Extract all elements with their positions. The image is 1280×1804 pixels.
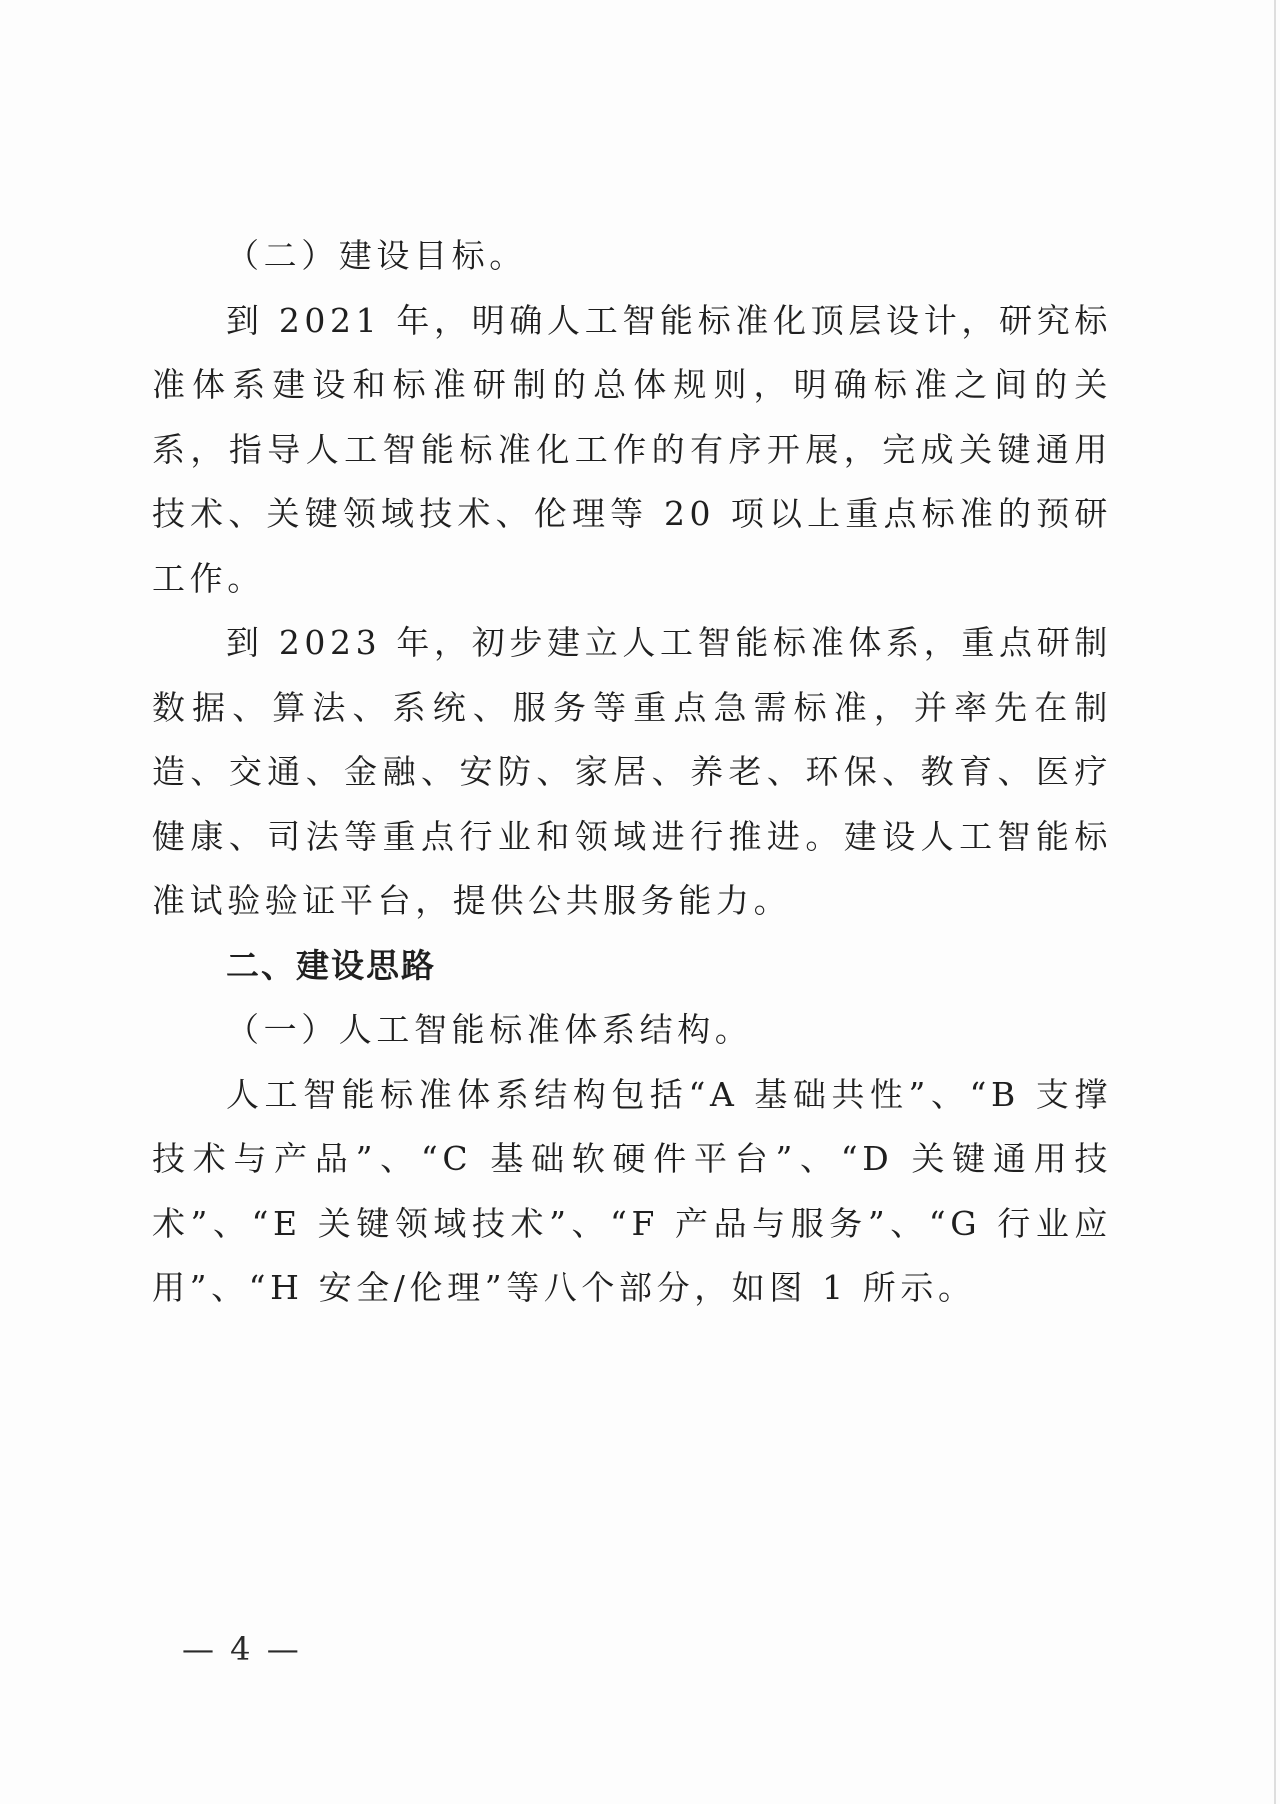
paragraph-goal-2023: 到 2023 年，初步建立人工智能标准体系，重点研制数据、算法、系统、服务等重点急需标准，并率先在制造、交通、金融、安防、家居、养老、环保、教育、医疗健康、司法等重点行业和领域进行推进。建设人工智能标准试验验证平台，提供公共服务能力。 [152,623,1112,920]
paragraph-goal-2021: 到 2021 年，明确人工智能标准化顶层设计，研究标准体系建设和标准研制的总体规则，明确标准之间的关系，指导人工智能标准化工作的有序开展，完成关键通用技术、关键领域技术、伦理等 20 项以上重点标准的预研工作。 [152,300,1112,598]
section-heading-construction-goals: （二）建设目标。 [226,236,527,275]
section-heading-system-structure: （一）人工智能标准体系结构。 [226,1010,753,1049]
document-body [152,224,1112,1321]
page-number: — 4 — [182,1630,302,1668]
paragraph-system-structure: 人工智能标准体系结构包括“A 基础共性”、“B 支撑技术与产品”、“C 基础软硬件平台”、“D 关键通用技术”、“E 关键领域技术”、“F 产品与服务”、“G 行业应用”、“H 安全/伦理”等八个部分，如图 1 所示。 [152,1074,1112,1307]
page-edge-line [1274,0,1276,1804]
part-heading-construction-approach: 二、建设思路 [226,945,436,985]
